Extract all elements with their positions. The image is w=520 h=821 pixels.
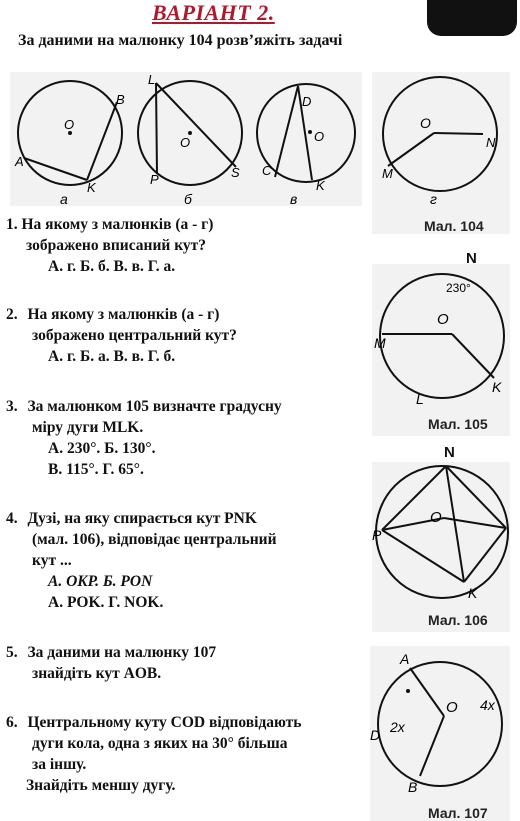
question-1-answers: А. г. Б. б. В. в. Г. а. [48,258,176,275]
question-1-line2: зображено вписаний кут? [26,237,207,254]
question-4 [6,508,277,613]
svg-text:D: D [370,727,381,743]
svg-text:г: г [430,191,437,206]
question-5-line2: знайдіть кут AOB. [32,665,162,682]
svg-text:O: O [64,117,75,132]
question-3-number: 3. [6,398,18,415]
question-3-answers-row2: В. 115°. Г. 65°. [48,461,144,478]
question-6-line3: за іншу. [32,756,87,773]
svg-text:2x: 2x [390,719,405,735]
question-6 [6,712,301,796]
svg-text:L: L [148,72,156,87]
svg-text:B: B [408,779,418,795]
figure-105-label-n: N [466,250,477,267]
svg-text:A: A [400,651,410,667]
variant-title: ВАРІАНТ 2. [152,0,275,25]
question-4-line3: кут ... [32,552,72,569]
svg-text:M: M [382,166,393,181]
svg-text:P: P [372,527,382,543]
question-6-number: 6. [6,714,18,731]
svg-text:в: в [290,191,298,206]
question-4-line2: (мал. 106), відповідає центральний [32,531,277,548]
question-2-answers: А. г. Б. а. В. в. Г. б. [48,348,176,365]
figure-107-caption: Мал. 107 [428,805,488,821]
svg-text:O: O [437,311,449,328]
svg-text:B: B [116,92,125,107]
question-4-answers-row1: А. OKP. Б. PON [48,573,153,590]
svg-text:K: K [468,585,478,601]
figure-106 [372,462,510,632]
question-3-line1: За малюнком 105 визначте градусну [27,398,282,415]
svg-text:S: S [231,165,240,180]
question-2-number: 2. [6,306,18,323]
svg-text:K: K [316,178,325,193]
question-5-line1: За даними на малюнку 107 [27,644,217,661]
svg-text:M: M [374,335,386,351]
svg-text:O: O [430,509,442,526]
svg-text:P: P [150,172,159,187]
figure-106-drawing [372,462,510,612]
figure-106-caption: Мал. 106 [428,612,488,628]
question-3-line2: міру дуги MLK. [32,419,144,436]
svg-text:N: N [486,135,496,150]
question-4-line1: Дузі, на яку спирається кут PNK [27,510,257,527]
figure-107 [370,646,510,821]
figure-104-abv-drawing [10,72,362,206]
question-4-number: 4. [6,510,18,527]
instruction-text: За даними на малюнку 104 розв’яжіть задачі [18,32,343,49]
figure-105 [372,264,510,436]
question-3-answers-row1: А. 230°. Б. 130°. [48,440,156,457]
figure-106-label-n: N [444,444,455,461]
svg-text:D: D [302,94,312,109]
svg-text:а: а [60,191,68,206]
question-6-line2: дуги кола, одна з яких на 30° більша [32,735,288,752]
circle-a [14,81,125,206]
question-4-answers-row2: А. POK. Г. NOK. [48,594,164,611]
question-2-line2: зображено центральний кут? [32,327,237,344]
figure-105-caption: Мал. 105 [428,416,488,432]
svg-text:L: L [416,391,424,407]
question-3 [6,396,282,480]
svg-text:K: K [87,180,96,195]
figure-107-drawing [370,646,510,798]
circle-b [138,72,242,206]
svg-text:O: O [314,129,325,144]
svg-text:O: O [180,135,191,150]
svg-text:C: C [262,163,272,178]
figure-104-caption: Мал. 104 [424,218,484,234]
question-1-line1: На якому з малюнків (а - г) [21,216,214,233]
svg-text:K: K [492,379,502,395]
figure-104-g [372,72,510,234]
figure-104-g-drawing [372,72,510,206]
svg-text:A: A [15,154,24,169]
question-1-number: 1. [6,216,18,233]
svg-text:O: O [420,115,431,131]
figure-105-drawing [372,264,510,414]
question-5-number: 5. [6,644,18,661]
svg-text:б: б [184,191,192,206]
question-6-line1: Центральному куту COD відповідають [27,714,302,731]
figure-104-abv [10,72,362,206]
question-2-line1: На якому з малюнків (а - г) [27,306,220,323]
screen-overlay-shape [427,0,517,36]
svg-text:O: O [446,699,458,716]
circle-v [257,84,355,206]
svg-text:4x: 4x [480,697,495,713]
question-5 [6,642,216,684]
question-1 [6,214,213,277]
question-2 [6,304,237,367]
question-6-line4: Знайдіть меншу дугу. [26,777,176,794]
svg-text:230°: 230° [446,281,471,295]
